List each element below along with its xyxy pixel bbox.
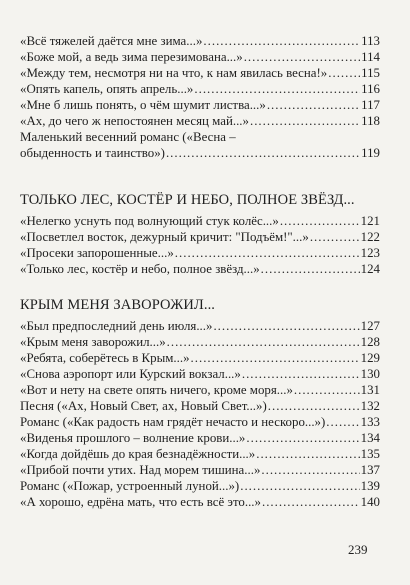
toc-entry-title: «Крым меня заворожил...» [20, 335, 166, 349]
toc-entry-page: 119 [361, 146, 380, 160]
toc-entry [20, 129, 380, 161]
toc-leader-dots [294, 382, 360, 398]
toc-entry [20, 229, 380, 245]
toc-entry-page: 133 [360, 415, 380, 429]
toc-entry-title: Романс («Пожар, устроенный луной...») [20, 479, 240, 493]
toc-entry [20, 213, 380, 229]
section-heading: ТОЛЬКО ЛЕС, КОСТЁР И НЕБО, ПОЛНОЕ ЗВЁЗД... [20, 192, 355, 208]
toc-entry-title: «Всё тяжелей даётся мне зима...» [20, 34, 203, 48]
toc-entry [20, 350, 380, 366]
toc-entry [20, 398, 380, 414]
toc-entry-title: «Когда дойдёшь до края безнадёжности...» [20, 447, 256, 461]
toc-entry-page: 134 [360, 431, 380, 445]
toc-leader-dots [246, 430, 359, 446]
toc-entry-title: «Нелегко уснуть под волнующий стук колёс...» [20, 214, 279, 228]
toc-entry-page: 129 [360, 351, 380, 365]
toc-entry-page: 122 [360, 230, 380, 244]
toc-leader-dots [261, 261, 360, 277]
toc-entry-title: Песня («Ах, Новый Свет, ах, Новый Свет...») [20, 399, 267, 413]
toc-entry [20, 49, 380, 65]
toc-leader-dots [213, 318, 359, 334]
toc-entry [20, 494, 380, 510]
toc-leader-dots [310, 229, 360, 245]
toc-leader-dots [328, 65, 360, 81]
toc-entry [20, 245, 380, 261]
toc-entry [20, 430, 380, 446]
toc-leader-dots [280, 213, 360, 229]
toc-entry [20, 478, 380, 494]
toc-leader-dots [203, 33, 360, 49]
toc-leader-dots [261, 462, 359, 478]
toc-leader-dots [240, 478, 359, 494]
toc-entry [20, 382, 380, 398]
toc-entry-page: 140 [360, 495, 380, 509]
toc-leader-dots [194, 81, 360, 97]
toc-entry [20, 81, 380, 97]
toc-leader-dots [268, 398, 360, 414]
toc-entry-page: 115 [361, 66, 380, 80]
toc-entry-page: 127 [360, 319, 380, 333]
toc-entry-page: 131 [360, 383, 380, 397]
toc-entry [20, 366, 380, 382]
toc-entry [20, 318, 380, 334]
toc-entry-title: «Только лес, костёр и небо, полное звёзд...» [20, 262, 260, 276]
toc-entry-page: 137 [360, 463, 380, 477]
toc-leader-dots [242, 366, 360, 382]
toc-entry [20, 65, 380, 81]
toc-entry [20, 462, 380, 478]
page-number: 239 [348, 542, 368, 557]
toc-leader-dots [166, 145, 360, 161]
section-heading: КРЫМ МЕНЯ ЗАВОРОЖИЛ... [20, 297, 216, 313]
toc-entry-page: 121 [360, 214, 380, 228]
toc-entry-page: 132 [360, 399, 380, 413]
toc-entry-title: «Мне б лишь понять, о чём шумит листва...» [20, 98, 266, 112]
toc-entry-page: 117 [361, 98, 380, 112]
toc-list [20, 213, 380, 277]
toc-leader-dots [191, 350, 360, 366]
toc-entry [20, 334, 380, 350]
toc-entry-title-line2: обыденность и таинство») [20, 146, 165, 160]
toc-section-spring [20, 33, 380, 161]
toc-entry-title: «Просеки запорошенные...» [20, 246, 174, 260]
toc-leader-dots [244, 49, 360, 65]
toc-entry-page: 113 [361, 34, 380, 48]
toc-entry [20, 33, 380, 49]
toc-entry [20, 261, 380, 277]
toc-leader-dots [167, 334, 360, 350]
toc-entry-title: «Вот и нету на свете опять ничего, кроме моря...» [20, 383, 293, 397]
toc-entry-page: 139 [360, 479, 380, 493]
toc-leader-dots [267, 97, 360, 113]
toc-entry-page: 118 [361, 114, 380, 128]
toc-entry-page: 124 [360, 262, 380, 276]
toc-entry [20, 414, 380, 430]
toc-entry-page: 123 [360, 246, 380, 260]
toc-entry [20, 97, 380, 113]
toc-list [20, 33, 380, 129]
toc-entry-title: Романс («Как радость нам грядёт нечасто и нескоро...») [20, 415, 326, 429]
toc-list [20, 318, 380, 510]
toc-leader-dots [256, 446, 359, 462]
toc-leader-dots [262, 494, 360, 510]
toc-entry-title: «Боже мой, а ведь зима перезимована...» [20, 50, 243, 64]
toc-entry-title-line1: Маленький весенний романс («Весна – [20, 130, 236, 144]
toc-entry-title: «Виденья прошлого – волнение крови...» [20, 431, 246, 445]
toc-entry-page: 130 [360, 367, 380, 381]
toc-entry-page: 128 [360, 335, 380, 349]
toc-section-crimea [20, 297, 380, 510]
toc-entry-title: «Снова аэропорт или Курский вокзал...» [20, 367, 241, 381]
toc-leader-dots [250, 113, 360, 129]
toc-entry-title: «Ребята, соберётесь в Крым...» [20, 351, 190, 365]
toc-entry-title: «Опять капель, опять апрель...» [20, 82, 194, 96]
toc-entry-page: 114 [361, 50, 380, 64]
toc-leader-dots [326, 414, 359, 430]
toc-entry-page: 135 [360, 447, 380, 461]
toc-entry-title: «Между тем, несмотря ни на что, к нам явилась весна!» [20, 66, 328, 80]
toc-section-forest [20, 192, 380, 277]
toc-entry [20, 113, 380, 129]
toc-entry-title: «Ах, до чего ж непостоянен месяц май...» [20, 114, 249, 128]
toc-entry-title: «Посветлел восток, дежурный кричит: "Подъём!"...» [20, 230, 309, 244]
toc-entry-page: 116 [361, 82, 380, 96]
toc-entry-title: «Прибой почти утих. Над морем тишина...» [20, 463, 261, 477]
toc-entry [20, 446, 380, 462]
toc-entry-title: «Был предпоследний день июля...» [20, 319, 213, 333]
toc-entry-title: «А хорошо, едрёна мать, что есть всё это...» [20, 495, 261, 509]
toc-leader-dots [175, 245, 360, 261]
